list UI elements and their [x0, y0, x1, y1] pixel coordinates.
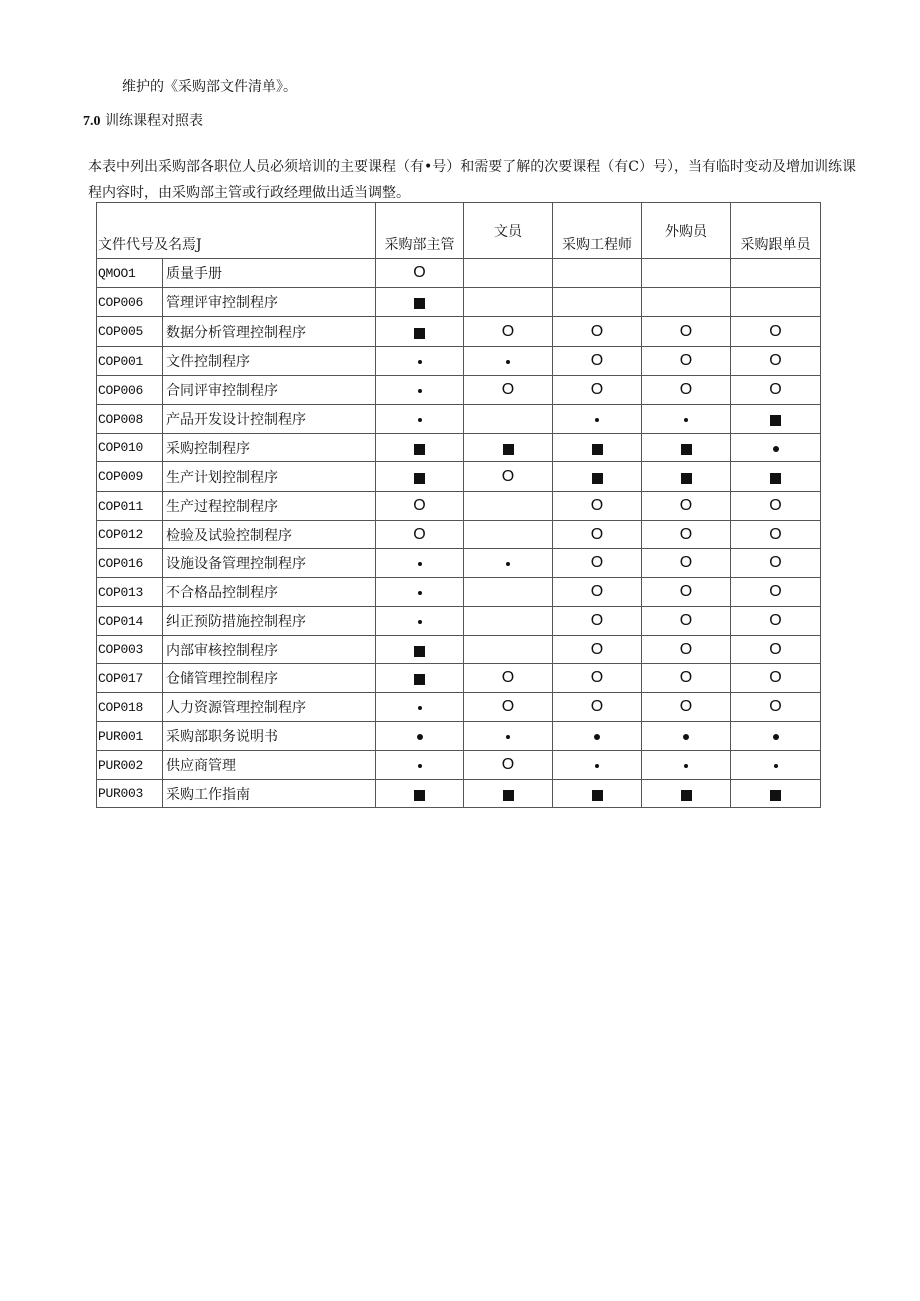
small-dot-mark	[506, 360, 510, 364]
circle-mark: O	[769, 554, 782, 571]
document-code: COP003	[97, 636, 163, 664]
circle-mark: O	[590, 669, 604, 686]
training-mark-cell	[731, 664, 821, 693]
square-mark	[592, 444, 603, 455]
small-dot-mark	[418, 620, 422, 624]
square-mark	[770, 473, 781, 484]
circle-mark: O	[590, 583, 604, 600]
training-mark-cell	[731, 549, 821, 578]
training-mark-cell	[642, 693, 731, 722]
training-mark-cell	[731, 722, 821, 751]
document-name: 设施设备管理控制程序	[163, 549, 376, 578]
large-dot-mark	[773, 734, 779, 740]
circle-mark: O	[679, 698, 693, 715]
square-mark	[503, 444, 514, 455]
training-mark-cell	[731, 492, 821, 521]
table-row	[97, 722, 821, 751]
circle-mark: O	[679, 381, 693, 398]
training-mark-cell	[642, 722, 731, 751]
training-mark-cell	[376, 376, 464, 405]
circle-mark: O	[769, 669, 782, 686]
document-code: COP014	[97, 607, 163, 636]
circle-mark: O	[769, 640, 782, 658]
training-mark-cell	[376, 693, 464, 722]
table-row	[97, 693, 821, 722]
training-mark-cell	[376, 664, 464, 693]
training-mark-cell	[464, 288, 553, 317]
training-mark-cell	[553, 693, 642, 722]
document-code: COP006	[97, 376, 163, 405]
document-name: 不合格品控制程序	[163, 578, 376, 607]
circle-mark: O	[769, 525, 782, 543]
circle-mark: O	[679, 640, 693, 658]
circle-mark: O	[590, 640, 604, 658]
training-mark-cell	[464, 722, 553, 751]
training-mark-cell	[464, 693, 553, 722]
circle-mark: O	[501, 381, 515, 398]
document-name: 采购部职务说明书	[163, 722, 376, 751]
circle-mark: O	[679, 669, 693, 686]
training-mark-cell	[642, 347, 731, 376]
training-mark-cell	[553, 549, 642, 578]
table-row	[97, 259, 821, 288]
training-mark-cell	[553, 492, 642, 521]
training-mark-cell	[376, 607, 464, 636]
training-mark-cell	[642, 259, 731, 288]
document-name: 文件控制程序	[163, 347, 376, 376]
document-name: 采购工作指南	[163, 780, 376, 808]
training-mark-cell	[553, 780, 642, 808]
document-name: 产品开发设计控制程序	[163, 405, 376, 434]
circle-mark: O	[590, 352, 604, 369]
header-role-outsourcing-buyer: 外购员	[642, 203, 731, 259]
training-mark-cell	[464, 347, 553, 376]
square-mark	[681, 473, 692, 484]
document-name: 合同评审控制程序	[163, 376, 376, 405]
document-name: 纠正预防措施控制程序	[163, 607, 376, 636]
training-mark-cell	[376, 492, 464, 521]
square-mark	[770, 415, 781, 426]
large-dot-mark	[683, 734, 689, 740]
training-mark-cell	[642, 405, 731, 434]
training-mark-cell	[731, 376, 821, 405]
training-mark-cell	[731, 317, 821, 347]
document-code: COP013	[97, 578, 163, 607]
circle-mark: O	[501, 322, 515, 340]
training-mark-cell	[642, 288, 731, 317]
square-mark	[681, 444, 692, 455]
training-mark-cell	[464, 664, 553, 693]
training-mark-cell	[464, 462, 553, 492]
document-code: COP010	[97, 434, 163, 462]
document-name: 采购控制程序	[163, 434, 376, 462]
document-code: COP006	[97, 288, 163, 317]
table-row	[97, 434, 821, 462]
square-mark	[414, 790, 425, 801]
training-mark-cell	[642, 578, 731, 607]
circle-mark: O	[590, 497, 604, 514]
training-mark-cell	[642, 664, 731, 693]
training-mark-cell	[731, 636, 821, 664]
intro-paragraph: 本表中列出采购部各职位人员必须培训的主要课程（有•号）和需要了解的次要课程（有C）号），当有临时变动及增加训练课程内容时，由采购部主管或行政经理做出适当调整。	[88, 159, 856, 201]
circle-mark: O	[769, 497, 782, 514]
circle-mark: O	[501, 698, 515, 715]
training-mark-cell	[731, 434, 821, 462]
training-mark-cell	[464, 376, 553, 405]
circle-mark: O	[679, 497, 693, 514]
circle-mark: O	[501, 467, 515, 485]
training-mark-cell	[553, 664, 642, 693]
section-heading	[83, 110, 203, 130]
circle-mark: O	[501, 669, 515, 686]
table-row	[97, 578, 821, 607]
training-mark-cell	[553, 288, 642, 317]
header-role-clerk: 文员	[464, 203, 553, 259]
training-mark-cell	[642, 607, 731, 636]
circle-mark: O	[590, 322, 604, 340]
square-mark	[592, 790, 603, 801]
circle-mark: O	[413, 497, 426, 514]
document-code: COP009	[97, 462, 163, 492]
square-mark	[770, 790, 781, 801]
table-row	[97, 780, 821, 808]
circle-mark: O	[679, 525, 693, 543]
training-mark-cell	[553, 462, 642, 492]
document-name: 检验及试验控制程序	[163, 521, 376, 549]
document-name: 仓储管理控制程序	[163, 664, 376, 693]
table-row	[97, 549, 821, 578]
training-mark-cell	[642, 751, 731, 780]
circle-mark: O	[590, 612, 604, 629]
table-row	[97, 664, 821, 693]
table-row	[97, 347, 821, 376]
circle-mark: O	[590, 554, 604, 571]
small-dot-mark	[418, 418, 422, 422]
document-code: QMOO1	[97, 259, 163, 288]
document-code: PUR002	[97, 751, 163, 780]
table-row	[97, 607, 821, 636]
square-mark	[503, 790, 514, 801]
document-name: 生产过程控制程序	[163, 492, 376, 521]
table-header-row	[97, 203, 821, 259]
training-mark-cell	[376, 636, 464, 664]
training-mark-cell	[731, 578, 821, 607]
training-mark-cell	[731, 780, 821, 808]
training-mark-cell	[376, 462, 464, 492]
square-mark	[414, 298, 425, 309]
small-dot-mark	[774, 764, 778, 768]
small-dot-mark	[684, 764, 688, 768]
document-code: COP012	[97, 521, 163, 549]
training-mark-cell	[553, 434, 642, 462]
small-dot-mark	[595, 764, 599, 768]
training-mark-cell	[731, 751, 821, 780]
small-dot-mark	[595, 418, 599, 422]
training-mark-cell	[464, 521, 553, 549]
circle-mark: O	[769, 583, 782, 600]
training-mark-cell	[376, 347, 464, 376]
training-mark-cell	[464, 636, 553, 664]
training-mark-cell	[376, 405, 464, 434]
training-course-table	[96, 202, 821, 808]
training-mark-cell	[464, 607, 553, 636]
training-mark-cell	[731, 607, 821, 636]
training-mark-cell	[464, 492, 553, 521]
small-dot-mark	[418, 562, 422, 566]
header-role-purchasing-supervisor: 采购部主管	[376, 203, 464, 259]
small-dot-mark	[506, 735, 510, 739]
square-mark	[681, 790, 692, 801]
document-code: COP018	[97, 693, 163, 722]
training-mark-cell	[553, 405, 642, 434]
training-mark-cell	[731, 259, 821, 288]
circle-mark: O	[769, 698, 782, 715]
square-mark	[414, 328, 425, 339]
training-mark-cell	[376, 521, 464, 549]
training-mark-cell	[376, 434, 464, 462]
training-mark-cell	[553, 521, 642, 549]
square-mark	[592, 473, 603, 484]
small-dot-mark	[418, 764, 422, 768]
training-mark-cell	[642, 434, 731, 462]
training-mark-cell	[376, 549, 464, 578]
training-mark-cell	[376, 288, 464, 317]
training-mark-cell	[731, 405, 821, 434]
training-mark-cell	[731, 693, 821, 722]
document-name: 生产计划控制程序	[163, 462, 376, 492]
large-dot-mark	[417, 734, 423, 740]
table-row	[97, 376, 821, 405]
document-code: PUR001	[97, 722, 163, 751]
intro-line: 维护的《采购部文件清单》。	[122, 79, 297, 95]
document-code: COP001	[97, 347, 163, 376]
square-mark	[414, 674, 425, 685]
circle-mark: O	[501, 756, 515, 773]
training-mark-cell	[553, 751, 642, 780]
header-document-code-name: 文件代号及名焉J	[97, 203, 376, 259]
document-code: COP008	[97, 405, 163, 434]
square-mark	[414, 473, 425, 484]
circle-mark: O	[679, 322, 693, 340]
training-mark-cell	[553, 722, 642, 751]
table-row	[97, 405, 821, 434]
training-mark-cell	[642, 376, 731, 405]
circle-mark: O	[413, 264, 426, 281]
training-mark-cell	[642, 636, 731, 664]
circle-mark: O	[679, 612, 693, 629]
document-code: COP011	[97, 492, 163, 521]
document-name: 人力资源管理控制程序	[163, 693, 376, 722]
section-title: 训练课程对照表	[104, 113, 203, 129]
training-mark-cell	[464, 434, 553, 462]
training-mark-cell	[642, 780, 731, 808]
training-mark-cell	[553, 607, 642, 636]
circle-mark: O	[679, 583, 693, 600]
circle-mark: O	[769, 381, 782, 398]
circle-mark: O	[590, 381, 604, 398]
circle-mark: O	[590, 698, 604, 715]
header-role-purchase-follower: 采购跟单员	[731, 203, 821, 259]
section-number: 7.0	[83, 114, 101, 129]
circle-mark: O	[679, 554, 693, 571]
document-name: 内部审核控制程序	[163, 636, 376, 664]
training-mark-cell	[731, 347, 821, 376]
training-mark-cell	[731, 462, 821, 492]
small-dot-mark	[418, 389, 422, 393]
document-code: COP017	[97, 664, 163, 693]
square-mark	[414, 646, 425, 657]
document-name: 管理评审控制程序	[163, 288, 376, 317]
training-mark-cell	[642, 462, 731, 492]
training-mark-cell	[464, 317, 553, 347]
training-mark-cell	[376, 259, 464, 288]
small-dot-mark	[684, 418, 688, 422]
large-dot-mark	[594, 734, 600, 740]
training-mark-cell	[642, 521, 731, 549]
table-row	[97, 462, 821, 492]
document-code: COP016	[97, 549, 163, 578]
document-name: 供应商管理	[163, 751, 376, 780]
circle-mark: O	[769, 612, 782, 629]
training-mark-cell	[642, 492, 731, 521]
training-mark-cell	[553, 578, 642, 607]
training-mark-cell	[376, 780, 464, 808]
table-row	[97, 492, 821, 521]
document-name: 数据分析管理控制程序	[163, 317, 376, 347]
training-mark-cell	[553, 636, 642, 664]
table-row	[97, 751, 821, 780]
document-code: COP005	[97, 317, 163, 347]
small-dot-mark	[418, 360, 422, 364]
training-mark-cell	[731, 521, 821, 549]
training-mark-cell	[553, 347, 642, 376]
training-mark-cell	[376, 751, 464, 780]
circle-mark: O	[679, 352, 693, 369]
training-mark-cell	[464, 578, 553, 607]
training-mark-cell	[464, 780, 553, 808]
table-row	[97, 317, 821, 347]
table-row	[97, 288, 821, 317]
training-mark-cell	[464, 259, 553, 288]
training-mark-cell	[376, 317, 464, 347]
small-dot-mark	[506, 562, 510, 566]
training-mark-cell	[553, 259, 642, 288]
training-mark-cell	[464, 751, 553, 780]
small-dot-mark	[418, 591, 422, 595]
training-mark-cell	[553, 376, 642, 405]
training-mark-cell	[642, 317, 731, 347]
large-dot-mark	[773, 446, 779, 452]
circle-mark: O	[769, 352, 782, 369]
square-mark	[414, 444, 425, 455]
table-row	[97, 521, 821, 549]
document-code: PUR003	[97, 780, 163, 808]
training-mark-cell	[376, 722, 464, 751]
small-dot-mark	[418, 706, 422, 710]
training-mark-cell	[376, 578, 464, 607]
training-mark-cell	[642, 549, 731, 578]
circle-mark: O	[413, 525, 426, 543]
training-mark-cell	[731, 288, 821, 317]
training-mark-cell	[553, 317, 642, 347]
table-row	[97, 636, 821, 664]
circle-mark: O	[590, 525, 604, 543]
document-name: 质量手册	[163, 259, 376, 288]
training-mark-cell	[464, 405, 553, 434]
circle-mark: O	[769, 322, 782, 340]
training-mark-cell	[464, 549, 553, 578]
header-role-purchasing-engineer: 采购工程师	[553, 203, 642, 259]
